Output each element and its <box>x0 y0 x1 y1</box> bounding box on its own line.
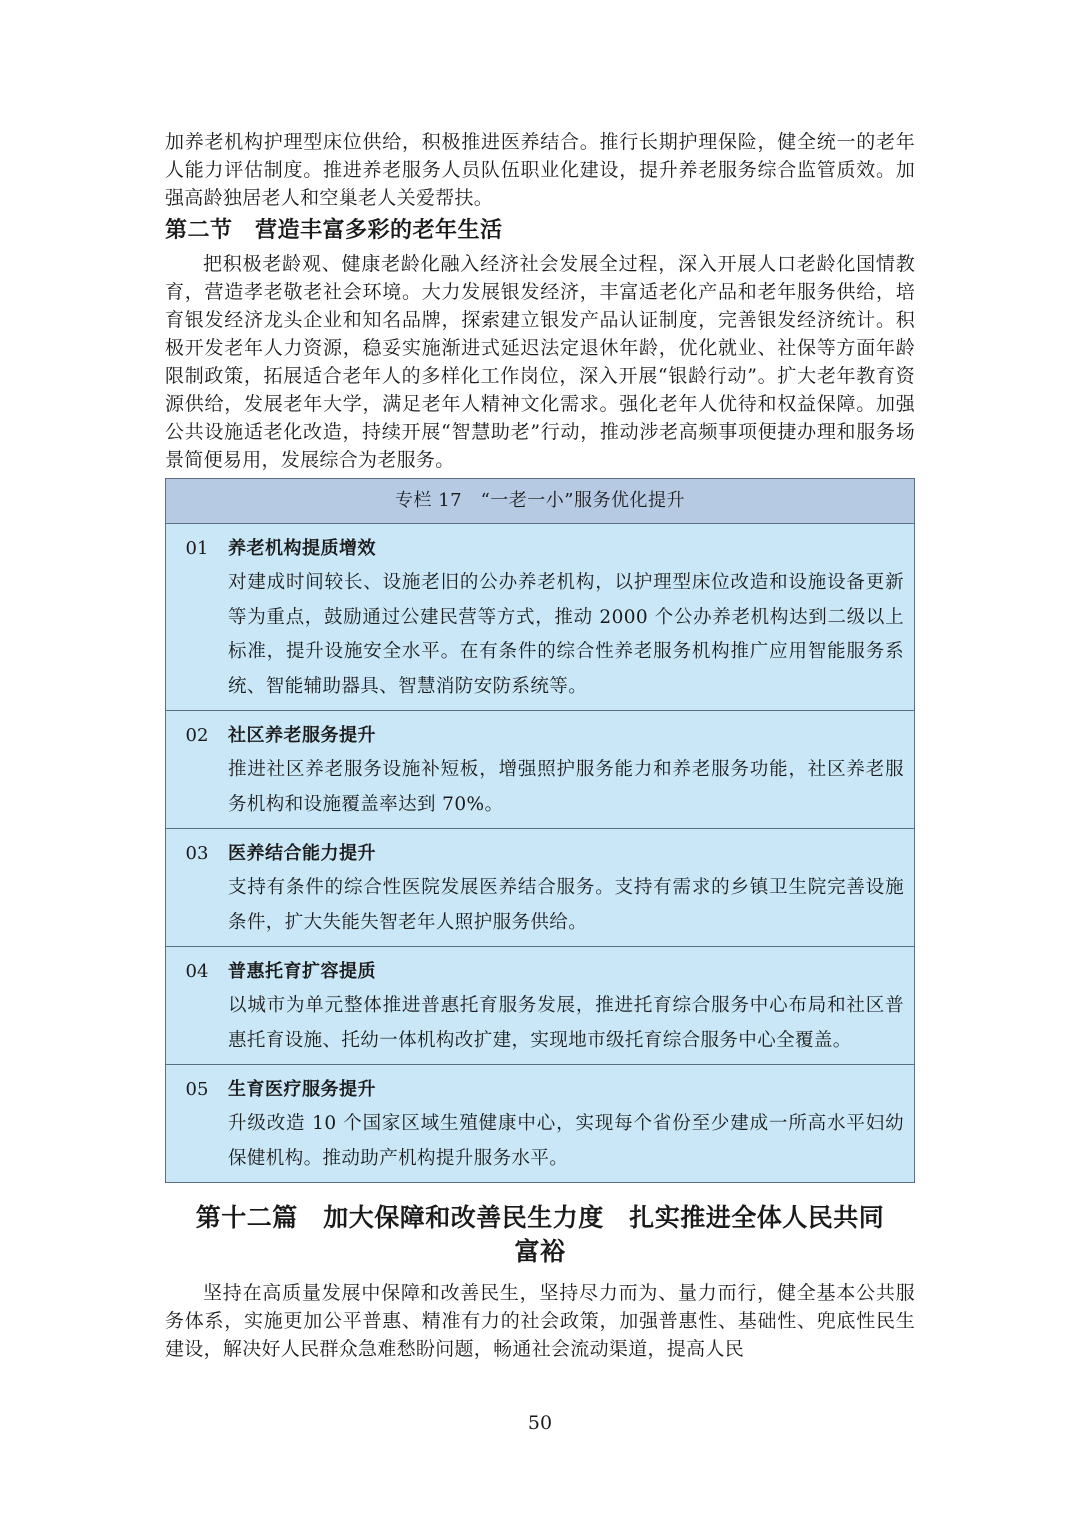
chapter-title <box>165 1201 915 1269</box>
column-item-number: 01 <box>185 538 209 559</box>
section-title: 第二节 营造丰富多彩的老年生活 <box>165 218 503 243</box>
chapter-title-line: 富裕 <box>514 1237 566 1266</box>
column-item-number: 03 <box>185 843 209 864</box>
column-item-title: 普惠托育扩容提质 <box>228 961 376 982</box>
page-content <box>165 128 915 1363</box>
column-item-text: 推进社区养老服务设施补短板，增强照护服务能力和养老服务功能，社区养老服务机构和设施覆盖率达到 70%。 <box>228 759 904 815</box>
column-item-body <box>228 955 904 1058</box>
column-item-number: 05 <box>185 1079 209 1100</box>
column-box <box>165 478 915 1183</box>
column-item-text: 升级改造 10 个国家区域生殖健康中心，实现每个省份至少建成一所高水平妇幼保健机构。推动助产机构提升服务水平。 <box>228 1113 904 1169</box>
column-item-text: 以城市为单元整体推进普惠托育服务发展，推进托育综合服务中心布局和社区普惠托育设施、托幼一体机构改扩建，实现地市级托育综合服务中心全覆盖。 <box>228 995 904 1051</box>
column-item-body <box>228 532 904 704</box>
column-item-number: 02 <box>185 725 209 746</box>
section-paragraph: 把积极老龄观、健康老龄化融入经济社会发展全过程，深入开展人口老龄化国情教育，营造孝老敬老社会环境。大力发展银发经济，丰富适老化产品和老年服务供给，培育银发经济龙头企业和知名品牌，探索建立银发产品认证制度，完善银发经济统计。积极开发老年人力资源，稳妥实施渐进式延迟法定退休年龄，优化就业、社保等方面年龄限制政策，拓展适合老年人的多样化工作岗位，深入开展“银龄行动”。扩大老年教育资源供给，发展老年大学，满足老年人精神文化需求。强化老年人优待和权益保障。加强公共设施适老化改造，持续开展“智慧助老”行动，推动涉老高频事项便捷办理和服务场景简便易用，发展综合为老服务。 <box>165 253 915 471</box>
column-item <box>166 947 914 1065</box>
column-item-body <box>228 1073 904 1176</box>
column-item-body <box>228 719 904 822</box>
column-item-number: 04 <box>185 961 209 982</box>
column-item <box>166 829 914 947</box>
page-number: 50 <box>527 1412 553 1434</box>
chapter-title-line: 第十二篇 加大保障和改善民生力度 扎实推进全体人民共同 <box>195 1203 885 1232</box>
column-item-title: 养老机构提质增效 <box>228 538 376 559</box>
column-item-text: 对建成时间较长、设施老旧的公办养老机构，以护理型床位改造和设施设备更新等为重点，鼓励通过公建民营等方式，推动 2000 个公办养老机构达到二级以上标准，提升设施安全水平。在有条件的综合性养老服务机构推广应用智能服务系统、智能辅助器具、智慧消防安防系统等。 <box>228 572 904 697</box>
column-box-title: 专栏 17 “一老一小”服务优化提升 <box>166 479 914 524</box>
column-item-text: 支持有条件的综合性医院发展医养结合服务。支持有需求的乡镇卫生院完善设施条件，扩大失能失智老年人照护服务供给。 <box>228 877 904 933</box>
column-item-title: 医养结合能力提升 <box>228 843 376 864</box>
column-item-body <box>228 837 904 940</box>
chapter-paragraph: 坚持在高质量发展中保障和改善民生，坚持尽力而为、量力而行，健全基本公共服务体系，实施更加公平普惠、精准有力的社会政策，加强普惠性、基础性、兜底性民生建设，解决好人民群众急难愁盼问题，畅通社会流动渠道，提高人民 <box>165 1282 915 1360</box>
intro-paragraph: 加养老机构护理型床位供给，积极推进医养结合。推行长期护理保险，健全统一的老年人能力评估制度。推进养老服务人员队伍职业化建设，提升养老服务综合监管质效。加强高龄独居老人和空巢老人关爱帮扶。 <box>165 131 915 209</box>
column-item-title: 生育医疗服务提升 <box>228 1079 376 1100</box>
column-item <box>166 711 914 829</box>
column-item <box>166 524 914 711</box>
column-item <box>166 1065 914 1182</box>
column-item-title: 社区养老服务提升 <box>228 725 376 746</box>
